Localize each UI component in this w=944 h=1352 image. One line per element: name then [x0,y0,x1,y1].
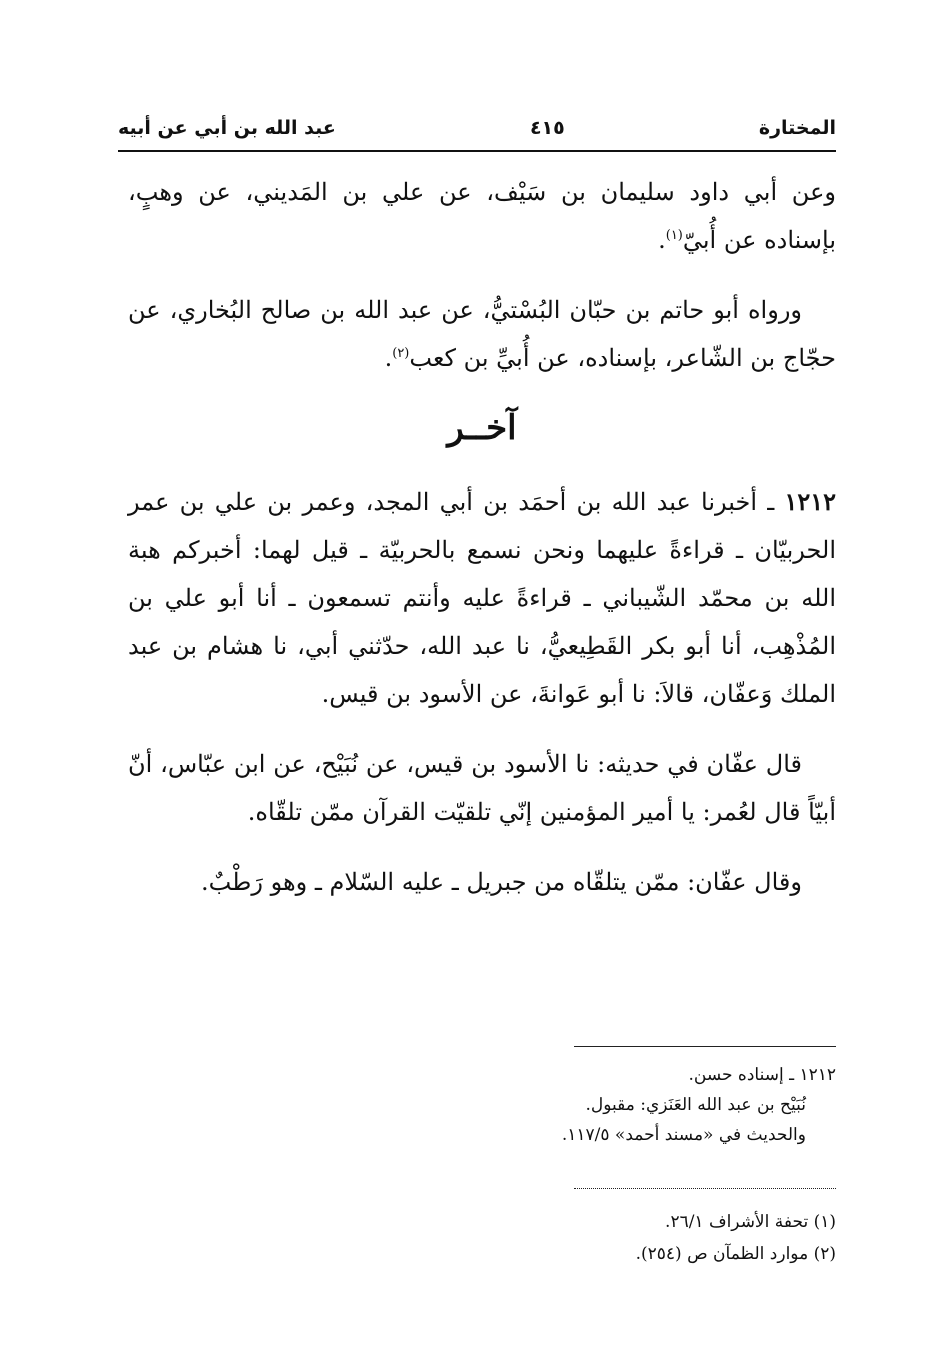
main-text [128,168,836,928]
paragraph-3-text: ـ أخبرنا عبد الله بن أحمَد بن أبي المجد، وعمر بن علي بن عمر الحربيّان ـ قراءةً عليهما ونحن نسمع بالحربيّة ـ قيل لهما: أخبركم هبة الله بن محمّد الشّيباني ـ قراءةً عليه وأنتم تسمعون ـ أنا أبو علي بن المُذْهِب، أنا أبو بكر القَطِيعيُّ، نا عبد الله، حدّثني أبي، نا هشام بن عبد الملك وَعفّان، قالاَ: نا أبو عَوانةَ، عن الأسود بن قيس. [128,488,836,708]
footnote-ref-2: (٢) [392,346,410,361]
paragraph-2-text: ورواه أبو حاتم بن حبّان البُسْتيُّ، عن عبد الله بن صالح البُخاري، عن حجّاج بن الشّاعر، بإسناده، عن أُبيِّ بن كعب [128,296,836,372]
header-book-title: المختارة [758,117,836,139]
section-title: آخــر [447,408,517,448]
note-line-3: والحديث في «مسند أحمد» ١١٧/٥. [561,1125,806,1145]
footnote-2: (٢) موارد الظمآن ص (٢٥٤). [635,1244,836,1264]
paragraph-1-text: وعن أبي داود سليمان بن سَيْف، عن علي بن المَديني، عن وهبٍ، بإسناده عن أُبيّ [128,178,836,254]
footnotes [400,1206,836,1270]
paragraph-2 [128,286,836,382]
footnote-ref-1: (١) [665,228,683,243]
running-header [118,108,836,148]
header-chapter-title: عبد الله بن أبي عن أبيه [118,117,336,139]
paragraph-5: وقال عفّان: ممّن يتلقّاه من جبريل ـ عليه السّلام ـ وهو رَطْبٌ. [201,868,802,896]
footnotes-rule [574,1188,836,1189]
note-line-2: نُبَيْح بن عبد الله العَنَزي: مقبول. [585,1095,806,1115]
paragraph-2-end: . [384,344,393,372]
hadith-number: ١٢١٢ [784,487,836,516]
paragraph-4: قال عفّان في حديثه: نا الأسود بن قيس، عن نُبَيْح، عن ابن عبّاس، أنّ أبيّاً قال لعُمر: يا أمير المؤمنين إنّي تلقيّت القرآن ممّن تلقّاه. [128,750,836,826]
header-rule [118,150,836,152]
paragraph-1 [128,168,836,264]
note-line-1: ١٢١٢ ـ إسناده حسن. [688,1065,836,1085]
footnote-1: (١) تحفة الأشراف ٢٦/١. [665,1212,836,1232]
paragraph-1-end: . [658,226,666,254]
paragraph-3 [128,478,836,718]
notes-rule [574,1046,836,1047]
commentary-notes [400,1060,836,1150]
page-number: ٤١٥ [529,117,565,139]
